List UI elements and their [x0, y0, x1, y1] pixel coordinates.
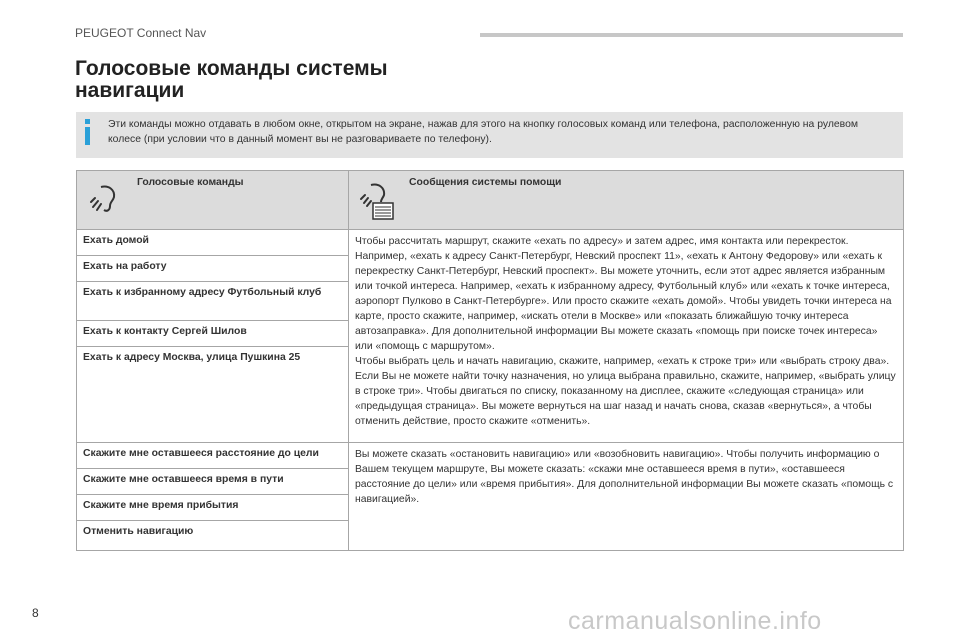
command-remaining-time: Скажите мне оставшееся время в пути	[77, 469, 349, 495]
command-cancel-navigation: Отменить навигацию	[77, 521, 349, 551]
navigation-help-text: Чтобы рассчитать маршрут, скажите «ехать по адресу» и затем адрес, имя контакта или перекресток. Например, «ехать к адресу Санкт-Петербург, Невский проспект 11», «ехать к Антону Федорову» или «ехать к перекрестку Санкт-Петербург, Невский проспект». Вы можете уточнить, если этот адрес является избранным или точкой интереса. Например, «ехать к избранному адресу, Футбольный клуб» или «ехать к точке интереса, аэропорт Пулково в Санкт-Петербурге». Или просто скажите «ехать домой». Чтобы увидеть точки интереса на карте, просто скажите, например, «искать отели в Москве» или «показать ближайшую точку интереса автозаправка». Для дополнительной информации Вы можете сказать «помощь при поиске точек интереса» или «помощь с маршрутом». Чтобы выбрать цель и начать навигацию, скажите, например, «ехать к строке три» или «выбрать строку два». Если Вы не можете найти точку назначения, но улица выбрана правильно, скажите, например, «выбрать улицу в строке три». Чтобы двигаться по списку, показанному на дисплее, скажите «следующая страница» или «предыдущая страница». Вы можете вернуться на шаг назад и начать снова, сказав «вернуться», а чтобы отменить действие, просто скажите «отменить».	[349, 230, 904, 443]
command-remaining-distance: Скажите мне оставшееся расстояние до цели	[77, 443, 349, 469]
watermark: carmanualsonline.info	[568, 607, 822, 635]
page-title-line2: навигации	[75, 79, 185, 102]
command-go-contact: Ехать к контакту Сергей Шилов	[77, 321, 349, 347]
column-header-commands	[77, 171, 349, 230]
column-header-messages-label: Сообщения системы помощи	[409, 177, 562, 188]
voice-commands-table	[76, 170, 904, 551]
column-header-messages	[349, 171, 904, 230]
command-go-favourite: Ехать к избранному адресу Футбольный клуб	[77, 282, 349, 321]
info-text: Эти команды можно отдавать в любом окне, открытом на экране, нажав для этого на кнопку голосовых команд или телефона, расположенную на рулевом колесе (при условии что в данный момент вы не разговариваете по телефону).	[108, 119, 858, 145]
manual-header: PEUGEOT Connect Nav	[75, 26, 207, 40]
page-title	[75, 58, 388, 102]
command-go-address: Ехать к адресу Москва, улица Пушкина 25	[77, 347, 349, 443]
info-icon	[84, 119, 91, 147]
voice-command-icon	[87, 181, 121, 218]
column-header-commands-label: Голосовые команды	[137, 177, 244, 188]
route-info-help-text: Вы можете сказать «остановить навигацию» или «возобновить навигацию». Чтобы получить информацию о Вашем текущем маршруте, Вы можете сказать: «скажи мне оставшееся время в пути», «оставшееся расстояние до цели» или «время прибытия». Для дополнительной информации Вы можете сказать «помощь с навигацией».	[349, 443, 904, 551]
header-divider	[480, 33, 903, 37]
page-number: 8	[32, 606, 39, 620]
voice-help-screen-icon	[359, 181, 397, 224]
info-box	[76, 112, 903, 158]
page-title-line1: Голосовые команды системы	[75, 57, 388, 80]
command-go-home: Ехать домой	[77, 230, 349, 256]
command-arrival-time: Скажите мне время прибытия	[77, 495, 349, 521]
command-go-work: Ехать на работу	[77, 256, 349, 282]
